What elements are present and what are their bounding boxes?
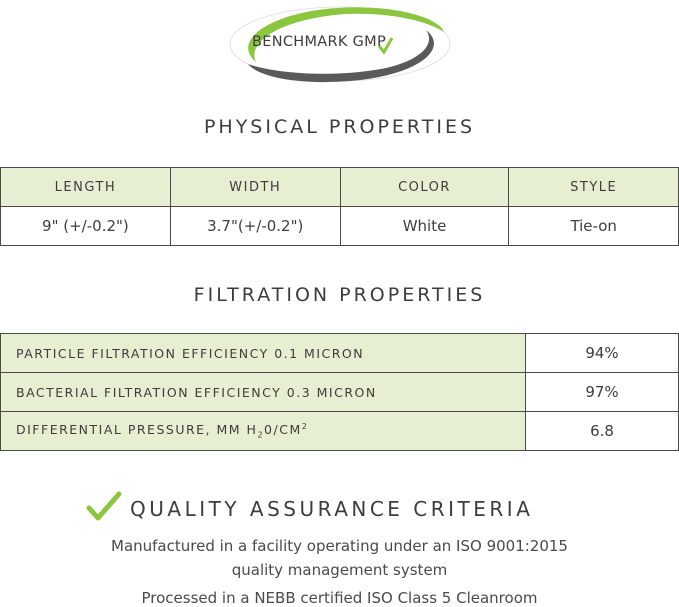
physical-properties-heading: PHYSICAL PROPERTIES — [203, 116, 476, 138]
check-icon — [86, 490, 122, 524]
header-style: STYLE — [509, 168, 679, 207]
header-color: COLOR — [340, 168, 509, 207]
row-label: PARTICLE FILTRATION EFFICIENCY 0.1 MICRON — [1, 334, 526, 373]
table-row — [1, 207, 679, 246]
filtration-properties-heading: FILTRATION PROPERTIES — [193, 284, 486, 306]
table-header-row — [1, 168, 679, 207]
logo-text: BENCHMARK GMP — [252, 34, 386, 50]
quality-assurance-heading: QUALITY ASSURANCE CRITERIA — [130, 497, 534, 521]
row-label — [1, 412, 526, 451]
row-value: 94% — [526, 334, 679, 373]
row-label: BACTERIAL FILTRATION EFFICIENCY 0.3 MICRON — [1, 373, 526, 412]
value-width: 3.7"(+/-0.2") — [170, 207, 340, 246]
quality-assurance-header — [0, 489, 679, 529]
row-value: 6.8 — [526, 412, 679, 451]
quality-line-1: Manufactured in a facility operating under an ISO 9001:2015 — [111, 537, 568, 555]
header-width: WIDTH — [170, 168, 340, 207]
label-superscript: 2 — [301, 422, 309, 432]
value-length: 9" (+/-0.2") — [1, 207, 171, 246]
value-style: Tie-on — [509, 207, 679, 246]
label-text-mid: 0/CM — [264, 422, 302, 438]
quality-line-3: Processed in a NEBB certified ISO Class 5 Cleanroom — [141, 589, 538, 607]
row-value: 97% — [526, 373, 679, 412]
table-row — [1, 373, 679, 412]
value-color: White — [340, 207, 509, 246]
header-length: LENGTH — [1, 168, 171, 207]
table-row — [1, 334, 679, 373]
label-text: DIFFERENTIAL PRESSURE, MM H — [16, 422, 258, 438]
physical-properties-table — [0, 167, 679, 246]
table-row — [1, 412, 679, 451]
quality-line-2: quality management system — [231, 561, 448, 579]
filtration-properties-table — [0, 333, 679, 451]
label-subscript: 2 — [257, 430, 265, 440]
